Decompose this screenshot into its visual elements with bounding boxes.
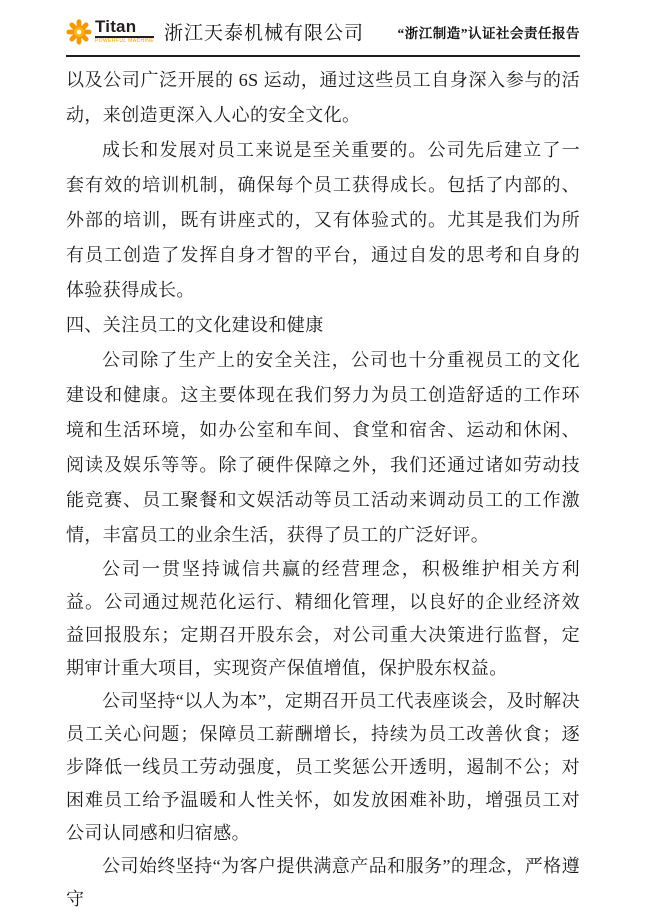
- logo-tagline: POWERFUL MACHINE: [95, 38, 154, 44]
- document-body: [66, 57, 580, 916]
- titan-logo: [66, 18, 154, 45]
- section-heading: 四、关注员工的文化建设和健康: [66, 315, 324, 335]
- paragraph-continuation: 以及公司广泛开展的 6S 运动，通过这些员工自身深入参与的活动，来创造更深入人心的安全文化。: [66, 70, 580, 125]
- paragraph-shareholders: 公司一贯坚持诚信共赢的经营理念，积极维护相关方利益。公司通过规范化运行、精细化管理，以良好的企业经济效益回报股东；定期召开股东会，对公司重大决策进行监督，定期审计重大项目，实现资产保值增值，保护股东权益。: [66, 559, 580, 678]
- gear-asterisk-icon: [66, 19, 92, 45]
- logo-text-column: [95, 18, 154, 45]
- paragraph-culture-health: 公司除了生产上的安全关注，公司也十分重视员工的文化建设和健康。这主要体现在我们努力为员工创造舒适的工作环境和生活环境，如办公室和车间、食堂和宿舍、运动和休闲、阅读及娱乐等等。除了硬件保障之外，我们还通过诸如劳动技能竞赛、员工聚餐和文娱活动等员工活动来调动员工的工作激情，丰富员工的业余生活，获得了员工的广泛好评。: [66, 350, 580, 545]
- report-title: “浙江制造”认证社会责任报告: [397, 25, 580, 41]
- company-name: 浙江天泰机械有限公司: [164, 23, 365, 44]
- paragraph-people-oriented: 公司坚持“以人为本”，定期召开员工代表座谈会，及时解决员工关心问题；保障员工薪酬增长，持续为员工改善伙食；逐步降低一线员工劳动强度，员工奖惩公开透明，遏制不公；对困难员工给予温暖和人性关怀，如发放困难补助，增强员工对公司认同感和归宿感。: [66, 691, 580, 843]
- paragraph-growth-training: 成长和发展对员工来说是至关重要的。公司先后建立了一套有效的培训机制，确保每个员工获得成长。包括了内部的、外部的培训，既有讲座式的，又有体验式的。尤其是我们为所有员工创造了发挥自身才智的平台，通过自发的思考和自身的体验获得成长。: [66, 140, 580, 300]
- logo-brand-name: Titan: [95, 18, 154, 38]
- page-header: [66, 0, 580, 57]
- paragraph-customer-service: 公司始终坚持“为客户提供满意产品和服务”的理念，严格遵守: [66, 856, 580, 909]
